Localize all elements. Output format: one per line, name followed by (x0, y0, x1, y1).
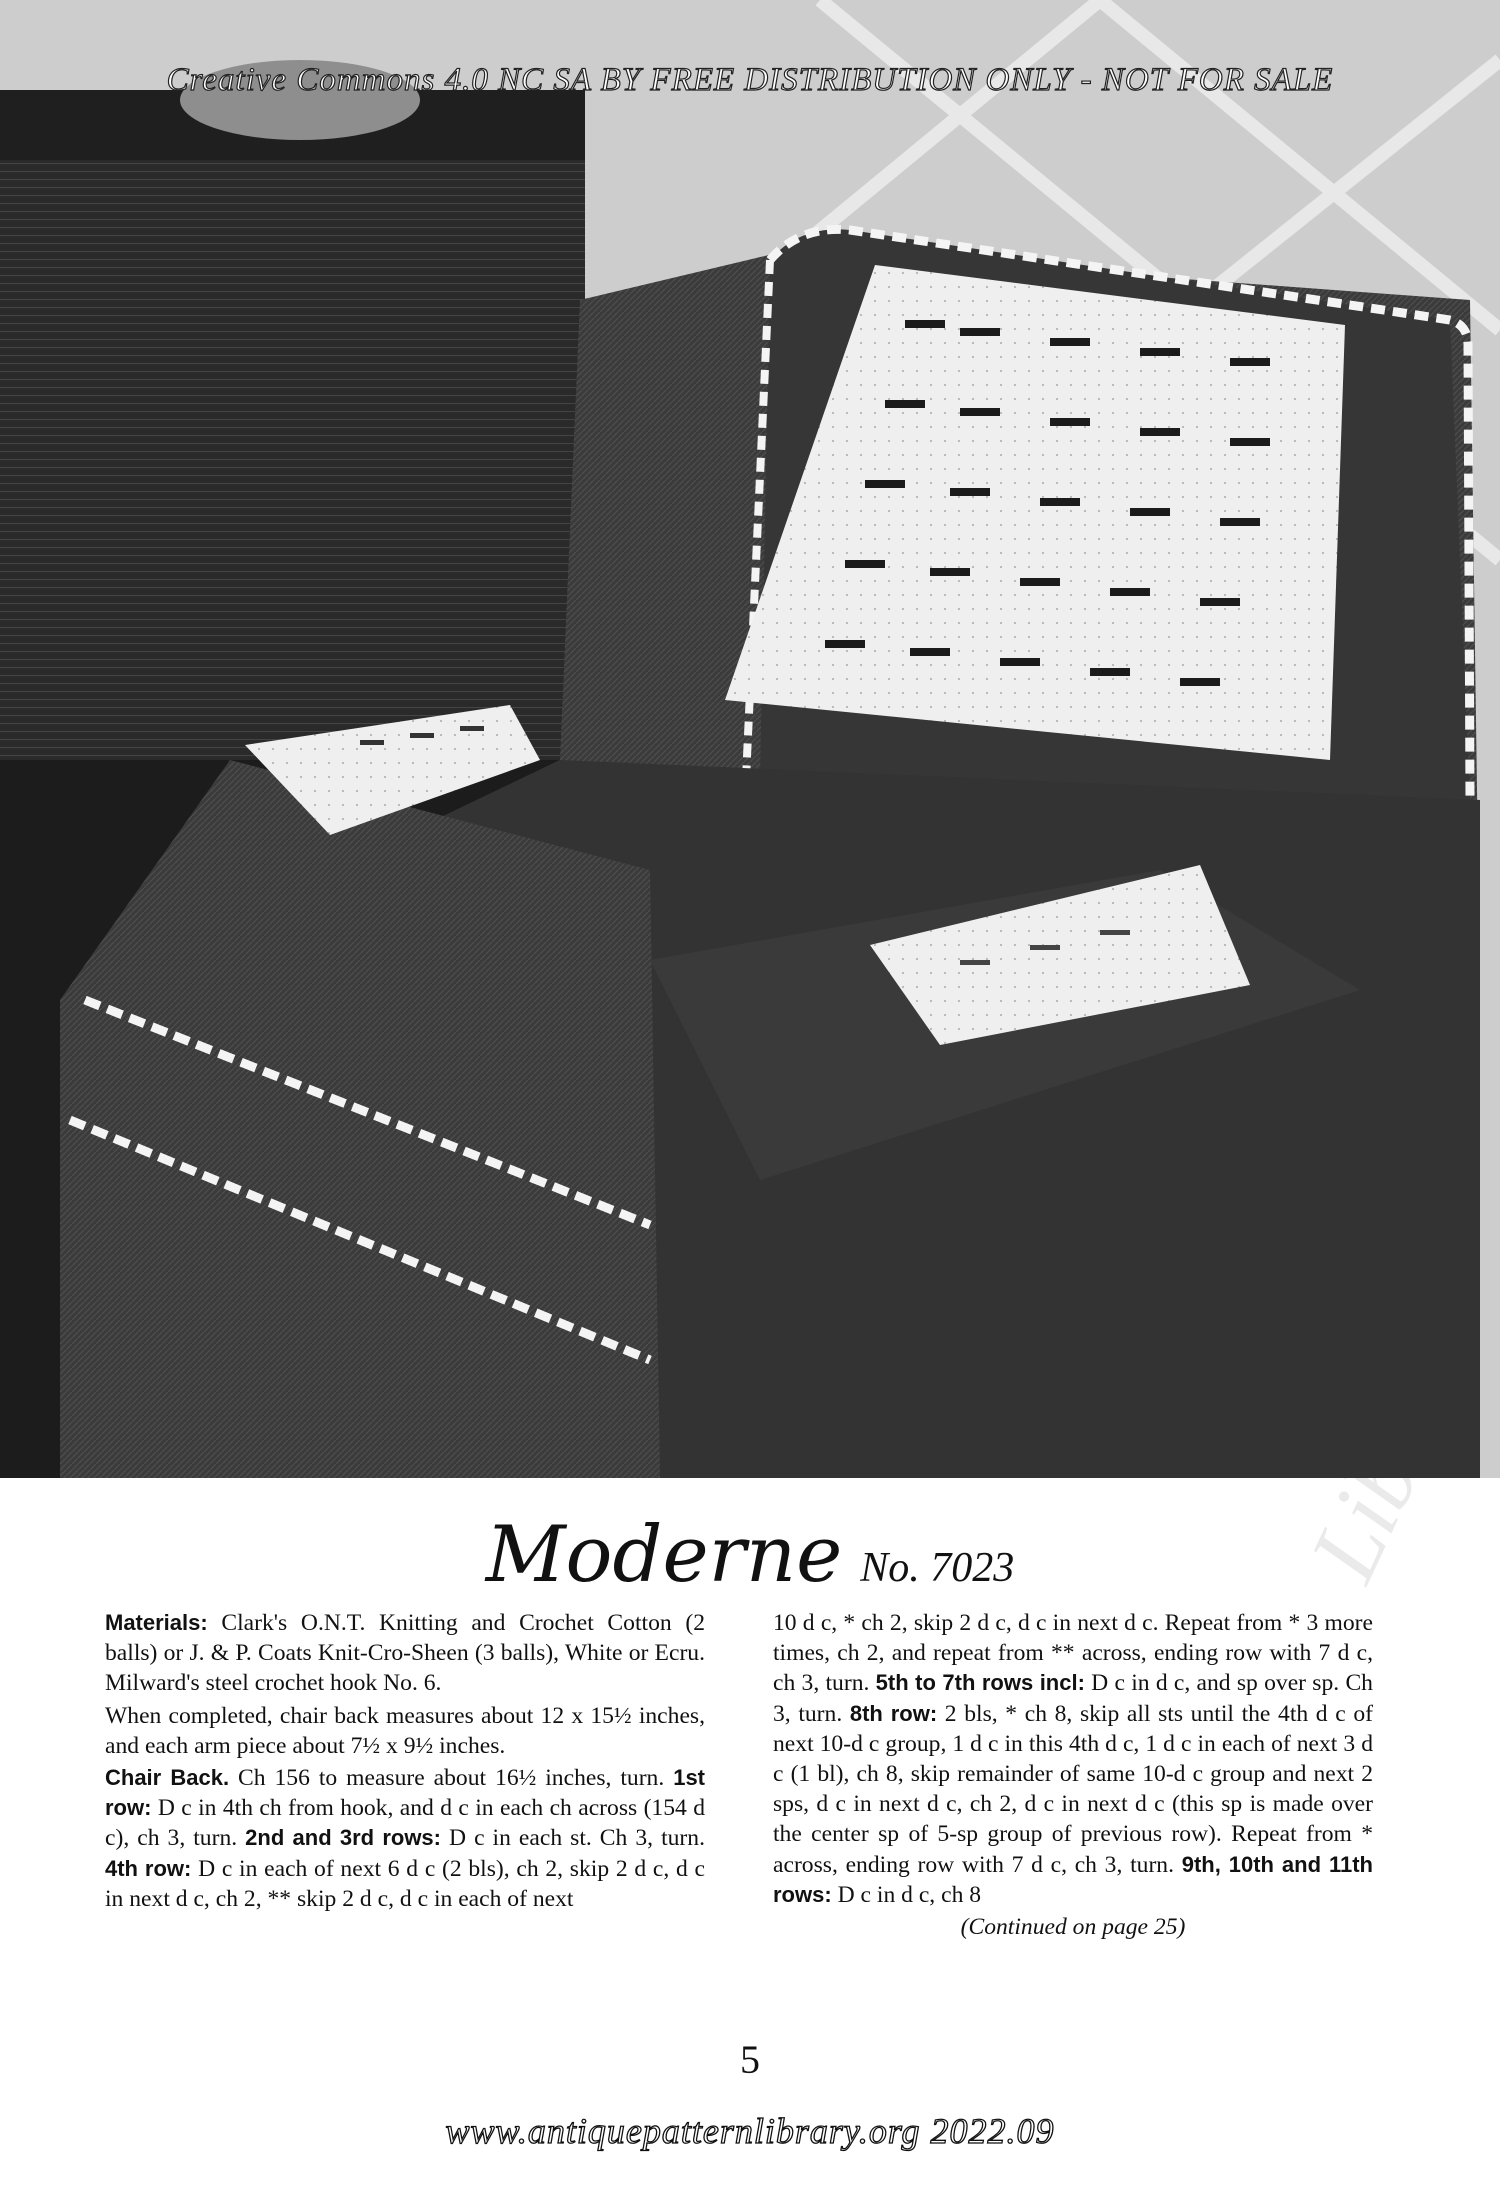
term-label: 8th row: (849, 1700, 938, 1726)
text-run: D c in each of next 6 d c (2 bls), ch 2, skip 2 d c, d c in next d c, ch 2, ** skip 2 d c, d c in each of next (105, 1855, 705, 1912)
term-label: Chair Back. (105, 1765, 230, 1791)
text-run: D c in d c, ch 8 (831, 1881, 982, 1908)
instructions-left-column (105, 1608, 705, 1916)
text-run: When completed, chair back measures about 12 x 15½ inches, and each arm piece about 7½ x 9½ inches. (105, 1702, 705, 1759)
text-run: 10 d c, * ch 2, skip 2 d c, d c in next d c. Repeat from * 3 more times, ch 2, and repeat from ** across, ending row with 7 d c, ch 3, turn. (773, 1610, 1373, 1697)
paragraph (773, 1608, 1373, 1910)
text-run: 2 bls, * ch 8, skip all sts until the 4th d c of next 10-d c group, 1 d c in this 4th d c, 1 d c in each of next 3 d c (1 bl), ch 8, skip remainder of same 10-d c group and next 2 sps, d c in next d c, ch 2, d c in next d c (this sp is made over the center sp of 5-sp group of previous row). Repeat from * across, ending row with 7 d c, ch 3, turn. (773, 1700, 1373, 1878)
term-label: 2nd and 3rd rows: (245, 1825, 441, 1851)
pattern-title (0, 1510, 1500, 1600)
term-label: Materials: (105, 1610, 208, 1635)
text-run: D c in each st. Ch 3, turn. (441, 1825, 705, 1852)
text-run: Ch 156 to measure about 16½ inches, turn. (229, 1765, 674, 1792)
footer-site-url: www.antiquepatternlibrary.org 2022.09 (445, 2111, 1055, 2151)
pattern-name: Moderne (485, 1510, 843, 1600)
license-banner: Creative Commons 4.0 NC SA BY FREE DISTRIBUTION ONLY - NOT FOR SALE (166, 62, 1334, 98)
term-label: 5th to 7th rows incl: (875, 1670, 1085, 1696)
text-run: Clark's O.N.T. Knitting and Crochet Cotton (2 balls) or J. & P. Coats Knit-Cro-Sheen (3 balls), White or Ecru. Milward's steel crochet hook No. 6. (105, 1610, 705, 1697)
term-label: 1st row: (105, 1765, 705, 1821)
page-number: 5 (740, 2037, 760, 2082)
instructions-right-column (773, 1608, 1373, 1942)
paragraph (105, 1608, 705, 1699)
paragraph (105, 1701, 705, 1761)
text-run: D c in 4th ch from hook, and d c in each ch across (154 d c), ch 3, turn. (105, 1795, 705, 1852)
text-run: D c in d c, and sp over sp. Ch 3, turn. (773, 1670, 1373, 1727)
term-label: 4th row: (105, 1855, 192, 1881)
continued-note: (Continued on page 25) (960, 1914, 1186, 1941)
term-label: 9th, 10th and 11th rows: (773, 1851, 1373, 1907)
pattern-number: No. 7023 (860, 1545, 1015, 1591)
paragraph (105, 1763, 705, 1914)
